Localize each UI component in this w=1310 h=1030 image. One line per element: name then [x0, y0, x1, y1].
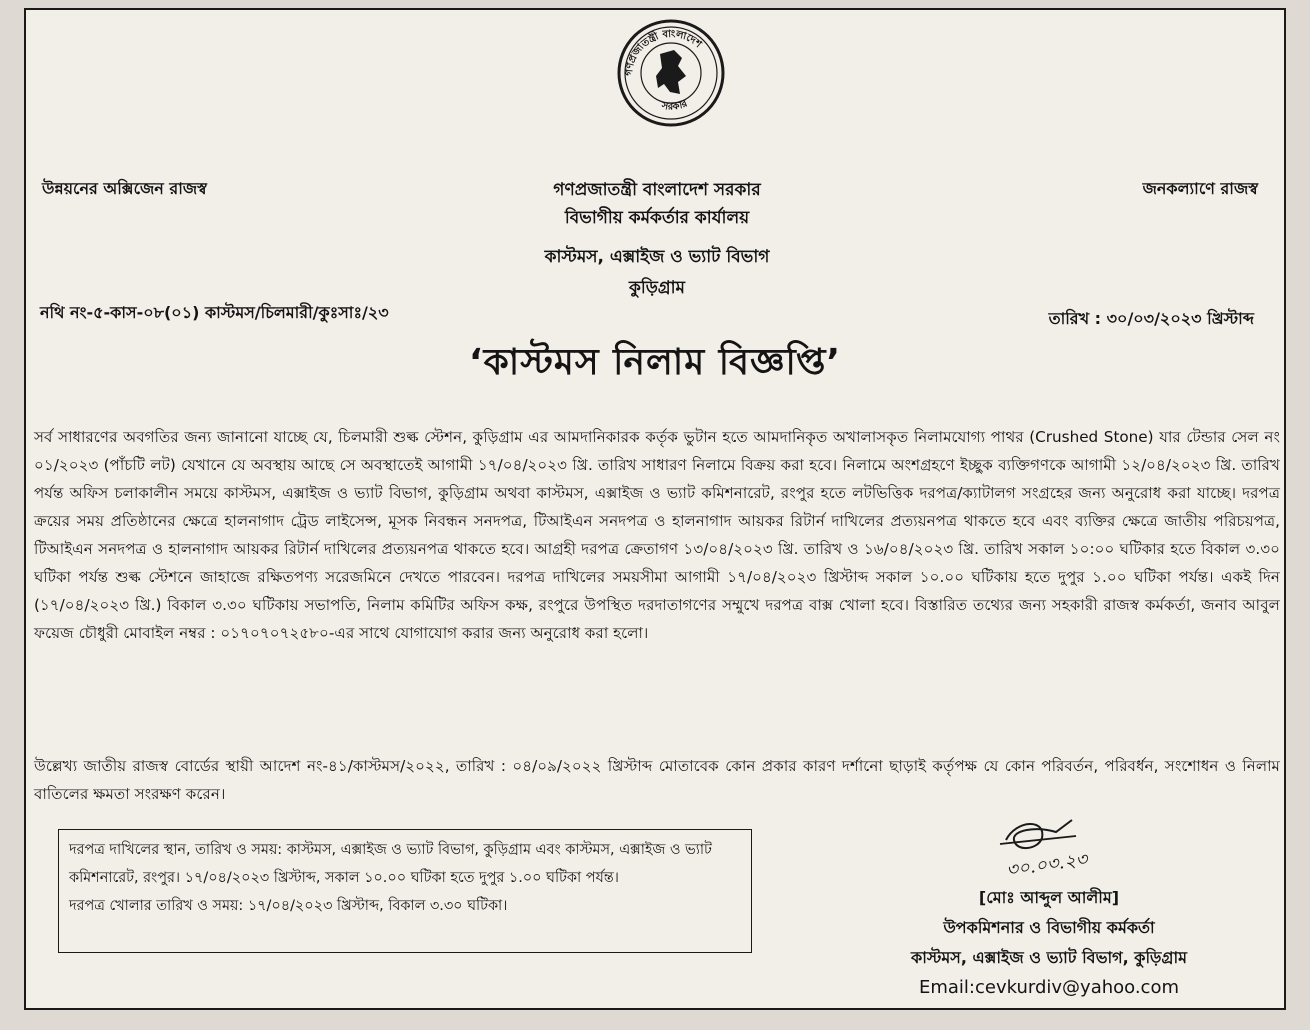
officer-name: [মোঃ আব্দুল আলীম] — [978, 888, 1120, 907]
notice-frame — [24, 8, 1286, 1010]
tender-opening-info: দরপত্র খোলার তারিখ ও সময়: ১৭/০৪/২০২৩ খ্রিস্টাব্দ, বিকাল ৩.৩০ ঘটিকা। — [69, 898, 508, 914]
svg-text:গণপ্রজাতন্ত্রী বাংলাদেশ: গণপ্রজাতন্ত্রী বাংলাদেশ — [623, 28, 704, 77]
handwritten-signature — [976, 810, 1106, 890]
officer-office: কাস্টমস, এক্সাইজ ও ভ্যাট বিভাগ, কুড়িগ্রাম — [911, 948, 1187, 967]
notice-title: ‘কাস্টমস নিলাম বিজ্ঞপ্তি’ — [468, 342, 842, 383]
svg-text:সরকার: সরকার — [660, 98, 690, 113]
header-line-2: বিভাগীয় কর্মকর্তার কার্যালয় — [564, 208, 750, 228]
notice-body-paragraph-2: উল্লেখ্য জাতীয় রাজস্ব বোর্ডের স্থায়ী আদেশ নং-৪১/কাস্টমস/২০২২, তারিখ : ০৪/০৯/২০২২ খ্রিস্টাব্দ মোতাবেক কোন প্রকার কারণ দর্শানো ছাড়াই কর্তৃপক্ষ যে কোন পরিবর্তন, পরিবর্ধন, সংশোধন ও নিলাম বাতিলের ক্ষমতা সংরক্ষণ করেন। — [34, 757, 1280, 804]
signature-block — [844, 883, 1254, 1003]
officer-designation: উপকমিশনার ও বিভাগীয় কর্মকর্তা — [943, 918, 1155, 937]
tender-info-box — [58, 829, 752, 953]
left-slogan: উন্নয়নের অক্সিজেন রাজস্ব — [42, 179, 207, 198]
notice-body-paragraph-1: সর্ব সাধারণের অবগতির জন্য জানানো যাচ্ছে যে, চিলমারী শুল্ক স্টেশন, কুড়িগ্রাম এর আমদানিকারক কর্তৃক ভুটান হতে আমদানিকৃত অখালাসকৃত নিলামযোগ্য পাথর (Crushed Stone) যার টেন্ডার সেল নং ০১/২০২৩ (পাঁচটি লট) যেখানে যে অবস্থায় আছে সে অবস্থাতেই আগামী ১৭/০৪/২০২৩ খ্রি. তারিখ সাধারণ নিলামে বিক্রয় করা হবে। নিলামে অংশগ্রহণে ইচ্ছুক ব্যক্তিগণকে আগামী ১২/০৪/২০২৩ খ্রি. তারিখ পর্যন্ত অফিস চলাকালীন সময়ে কাস্টমস, এক্সাইজ ও ভ্যাট বিভাগ, কুড়িগ্রাম অথবা কাস্টমস, এক্সাইজ ও ভ্যাট কমিশনারেট, রংপুর হতে লটভিত্তিক দরপত্র/ক্যাটালগ সংগ্রহের জন্য অনুরোধ করা যাচ্ছে। দরপত্র ক্রয়ের সময় প্রতিষ্ঠানের ক্ষেত্রে হালনাগাদ ট্রেড লাইসেন্স, মূসক নিবন্ধন সনদপত্র, টিআইএন সনদপত্র ও হালনাগাদ আয়কর রিটার্ন দাখিলের প্রত্যয়নপত্র থাকতে হবে এবং ব্যক্তির ক্ষেত্রে জাতীয় পরিচয়পত্র, টিআইএন সনদপত্র ও হালনাগাদ আয়কর রিটার্ন দাখিলের প্রত্যয়নপত্র থাকতে হবে। আগ্রহী দরপত্র ক্রেতাগণ ১৩/০৪/২০২৩ খ্রি. তারিখ ও ১৬/০৪/২০২৩ খ্রি. তারিখ সকাল ১০:০০ ঘটিকার হতে বিকাল ৩.৩০ ঘটিকা পর্যন্ত শুল্ক স্টেশনে জাহাজে রক্ষিতপণ্য সরেজমিনে দেখতে পারবেন। দরপত্র দাখিলের সময়সীমা আগামী ১৭/০৪/২০২৩ খ্রিস্টাব্দ সকাল ১০.০০ ঘটিকায় হতে দুপুর ১.০০ ঘটিকা পর্যন্ত। একই দিন (১৭/০৪/২০২৩ খ্রি.) বিকাল ৩.৩০ ঘটিকায় সভাপতি, নিলাম কমিটির অফিস কক্ষ, রংপুরে উপস্থিত দরদাতাগণের সম্মুখে দরপত্র বাক্স খোলা হবে। বিস্তারিত তথ্যের জন্য সহকারী রাজস্ব কর্মকর্তা, জনাব আবুল ফয়েজ চৌধুরী মোবাইল নম্বর : ০১৭০৭০৭২৫৮০-এর সাথে যোগাযোগ করার জন্য অনুরোধ করা হলো। — [34, 428, 1280, 643]
header-line-3: কাস্টমস, এক্সাইজ ও ভ্যাট বিভাগ — [544, 247, 770, 267]
right-slogan: জনকল্যাণে রাজস্ব — [1142, 179, 1258, 198]
government-seal — [616, 18, 726, 128]
officer-email: Email:cevkurdiv@yahoo.com — [918, 977, 1180, 998]
notice-date: তারিখ : ৩০/০৩/২০২৩ খ্রিস্টাব্দ — [1048, 309, 1254, 328]
memo-number: নথি নং-৫-কাস-০৮(০১) কাস্টমস/চিলমারী/কুঃসাঃ/২৩ — [40, 303, 389, 322]
tender-submission-info: দরপত্র দাখিলের স্থান, তারিখ ও সময়: কাস্টমস, এক্সাইজ ও ভ্যাট বিভাগ, কুড়িগ্রাম এবং কাস্টমস, এক্সাইজ ও ভ্যাট কমিশনারেট, রংপুর। ১৭/০৪/২০২৩ খ্রিস্টাব্দ, সকাল ১০.০০ ঘটিকা হতে দুপুর ১.০০ ঘটিকা পর্যন্ত। — [69, 842, 712, 886]
header-line-4: কুড়িগ্রাম — [629, 278, 685, 298]
header-line-1: গণপ্রজাতন্ত্রী বাংলাদেশ সরকার — [553, 180, 761, 200]
svg-text:৩০.০৩.২৩: ৩০.০৩.২৩ — [1005, 848, 1089, 882]
